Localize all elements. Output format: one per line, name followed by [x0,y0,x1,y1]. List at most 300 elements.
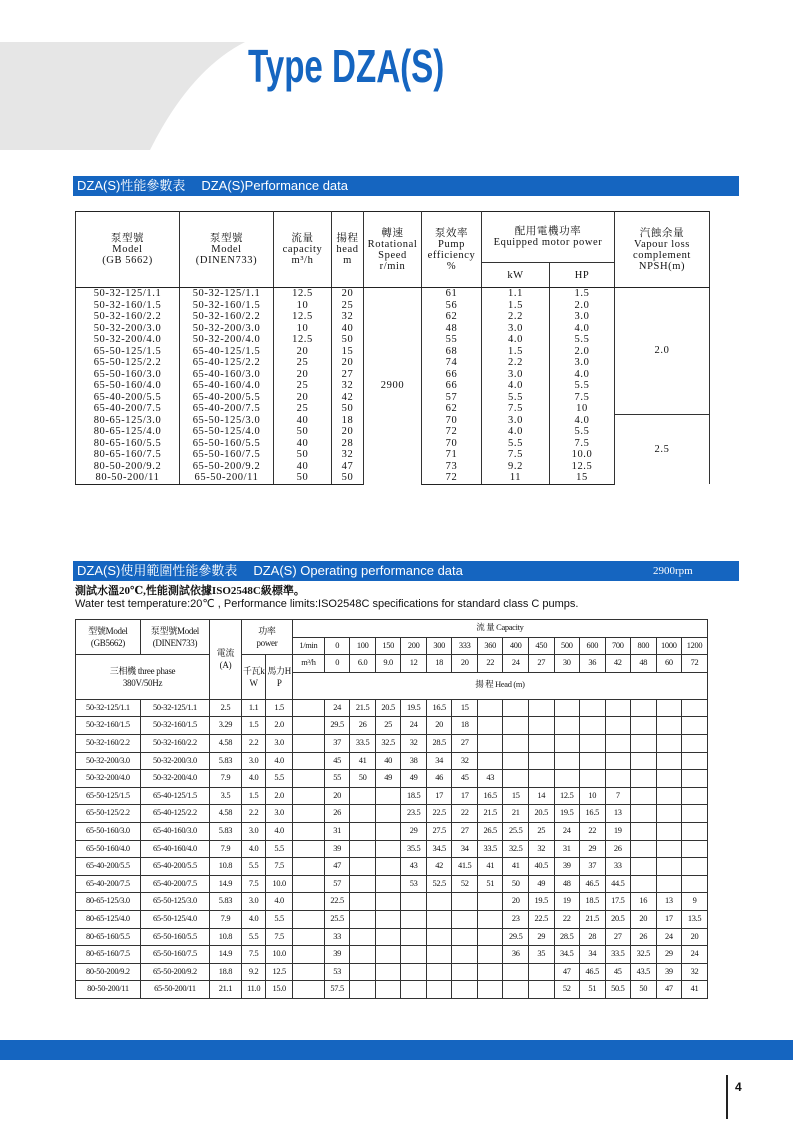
head-value [631,770,657,788]
oper-spacer [292,875,324,893]
oper-cell: 65-50-160/3.0 [76,822,141,840]
perf-cell: 32 [332,311,364,323]
head-value [682,805,708,823]
oper-spacer [292,699,324,717]
head-value: 21 [503,805,529,823]
oper-cell: 21.1 [210,981,242,999]
perf-cell: 50-32-160/2.2 [180,311,274,323]
head-value: 51 [477,875,503,893]
perf-cell: 71 [422,449,482,461]
perf-cell: 65-40-200/5.5 [76,392,180,404]
oper-cell: 65-50-200/9.2 [140,963,209,981]
head-value: 28.5 [554,928,580,946]
oper-cell: 3.0 [241,893,265,911]
lmin-value: 360 [477,637,503,655]
head-value: 35.5 [401,840,427,858]
perf-cell: 65-50-125/4.0 [180,426,274,438]
oper-cell: 65-50-125/2.2 [76,805,141,823]
head-value: 17.5 [605,893,631,911]
oper-spacer [292,822,324,840]
npsh-group1: 2.0 [615,288,710,415]
perf-cell: 56 [422,300,482,312]
oper-cell: 7.5 [241,875,265,893]
perf-cell: 65-40-160/4.0 [180,380,274,392]
section1-title-cn: DZA(S)性能參數表 [77,178,186,193]
perf-cell: 20 [274,369,332,381]
head-value [350,858,376,876]
oper-spacer [292,752,324,770]
perf-cell: 3.0 [482,369,550,381]
oper-cell: 3.0 [241,822,265,840]
perf-cell: 62 [422,311,482,323]
perf-cell: 50-32-125/1.1 [76,288,180,300]
head-value [375,805,401,823]
head-value [605,717,631,735]
perf-cell: 4.0 [482,426,550,438]
head-value [503,963,529,981]
head-value: 26 [324,805,350,823]
perf-cell: 1.1 [482,288,550,300]
oper-cell: 50-32-125/1.1 [76,699,141,717]
head-value: 9 [682,893,708,911]
perf-cell: 50-32-200/3.0 [180,323,274,335]
perf-cell: 72 [422,426,482,438]
perf-cell: 28 [332,438,364,450]
oper-cell: 65-50-160/5.5 [140,928,209,946]
perf-cell: 20 [332,426,364,438]
head-value [554,770,580,788]
head-value: 37 [324,734,350,752]
head-value: 24 [656,928,682,946]
perf-cell: 57 [422,392,482,404]
head-value: 19 [605,822,631,840]
perf-cell: 20 [332,357,364,369]
head-value: 14 [529,787,555,805]
perf-cell: 4.0 [482,334,550,346]
page-number: 4 [735,1080,742,1094]
head-value: 46.5 [580,875,606,893]
head-value: 47 [656,981,682,999]
head-value [426,893,452,911]
head-value [656,858,682,876]
head-value [656,805,682,823]
oper-cell: 80-65-125/4.0 [76,910,141,928]
oper-cell: 5.83 [210,893,242,911]
lmin-value: 300 [426,637,452,655]
head-value [350,787,376,805]
head-value [605,752,631,770]
head-value: 47 [554,963,580,981]
head-value: 43 [401,858,427,876]
head-value [656,840,682,858]
head-value: 29 [529,928,555,946]
head-value [375,946,401,964]
performance-table [75,211,710,485]
head-value [656,752,682,770]
perf-cell: 10 [274,300,332,312]
head-value: 12.5 [554,787,580,805]
head-value [529,734,555,752]
oper-cell: 1.5 [241,787,265,805]
perf-cell: 27 [332,369,364,381]
head-value: 31 [324,822,350,840]
perf-cell: 50-32-160/2.2 [76,311,180,323]
h-power: 配用電機功率 Equipped motor power [482,212,615,263]
head-value [401,910,427,928]
oper-spacer [292,910,324,928]
oper-spacer [292,805,324,823]
head-value: 26 [631,928,657,946]
head-value: 52 [452,875,478,893]
head-value: 22 [452,805,478,823]
head-value: 31 [554,840,580,858]
head-value: 43 [477,770,503,788]
m3h-value: 27 [529,655,555,673]
head-value: 36 [503,946,529,964]
head-value: 24 [554,822,580,840]
perf-cell: 5.5 [482,392,550,404]
head-value [477,699,503,717]
perf-cell: 10 [274,323,332,335]
m3h-value: 18 [426,655,452,673]
oper-cell: 50-32-160/2.2 [140,734,209,752]
head-value: 50 [631,981,657,999]
head-value: 7 [605,787,631,805]
oper-cell: 3.29 [210,717,242,735]
oper-cell: 5.83 [210,822,242,840]
oper-cell: 5.5 [266,910,293,928]
head-value: 44.5 [605,875,631,893]
perf-cell: 68 [422,346,482,358]
perf-cell: 20 [274,346,332,358]
head-value [656,699,682,717]
oper-cell: 10.8 [210,928,242,946]
oper-cell: 65-40-200/7.5 [76,875,141,893]
oper-spacer [292,981,324,999]
oper-cell: 12.5 [266,963,293,981]
lmin-value: 600 [580,637,606,655]
h2-m3h: m³/h [292,655,324,673]
perf-cell: 4.0 [550,415,615,427]
head-value [477,752,503,770]
perf-cell: 25 [274,357,332,369]
perf-cell: 40 [274,415,332,427]
head-value: 28 [580,928,606,946]
oper-cell: 5.5 [266,840,293,858]
section2-title-en: DZA(S) Operating performance data [253,563,463,578]
head-value: 33.5 [477,840,503,858]
head-value: 35 [529,946,555,964]
head-value: 17 [656,910,682,928]
head-value: 49 [375,770,401,788]
oper-spacer [292,963,324,981]
head-value [554,699,580,717]
oper-cell: 65-50-160/7.5 [140,946,209,964]
perf-cell: 5.5 [550,334,615,346]
perf-cell: 1.5 [550,288,615,300]
oper-spacer [292,946,324,964]
head-value: 47 [324,858,350,876]
footer-band [0,1040,793,1060]
oper-cell: 3.0 [241,752,265,770]
head-value: 22 [554,910,580,928]
perf-cell: 47 [332,461,364,473]
head-value: 20 [426,717,452,735]
h-speed: 轉速 Rotational Speed r/min [364,212,422,288]
perf-cell: 12.5 [274,311,332,323]
head-value: 21.5 [580,910,606,928]
lmin-value: 700 [605,637,631,655]
head-value [375,875,401,893]
oper-cell: 50-32-160/1.5 [140,717,209,735]
oper-row [76,963,708,981]
h2-head: 揚 程 Head (m) [292,672,707,699]
oper-row [76,805,708,823]
head-value [350,893,376,911]
head-value [580,734,606,752]
head-value [375,822,401,840]
head-value: 25.5 [324,910,350,928]
h2-flow: 流 量 Capacity [292,620,707,638]
head-value [375,981,401,999]
head-value [529,717,555,735]
perf-cell: 32 [332,380,364,392]
oper-row [76,822,708,840]
oper-row [76,699,708,717]
head-value: 49 [401,770,427,788]
perf-cell: 65-40-200/7.5 [180,403,274,415]
head-value: 39 [656,963,682,981]
head-value [631,858,657,876]
oper-cell: 80-65-125/3.0 [76,893,141,911]
oper-cell: 5.5 [241,858,265,876]
head-value [656,717,682,735]
perf-cell: 65-50-200/11 [180,472,274,484]
perf-cell: 50 [332,472,364,484]
page-title: Type DZA(S) [248,40,445,92]
oper-spacer [292,717,324,735]
head-value [656,787,682,805]
oper-cell: 14.9 [210,946,242,964]
head-value: 19.5 [401,699,427,717]
oper-cell: 50-32-160/2.2 [76,734,141,752]
head-value [401,946,427,964]
perf-cell: 3.0 [550,311,615,323]
head-value: 26.5 [477,822,503,840]
head-value [529,963,555,981]
perf-cell: 40 [274,438,332,450]
head-value: 33 [605,858,631,876]
head-value [452,963,478,981]
perf-cell: 50-32-200/4.0 [76,334,180,346]
oper-row [76,946,708,964]
perf-cell: 9.2 [482,461,550,473]
head-value: 22 [580,822,606,840]
perf-cell: 70 [422,438,482,450]
head-value: 17 [426,787,452,805]
perf-cell: 70 [422,415,482,427]
head-value [477,893,503,911]
head-value: 45 [324,752,350,770]
perf-cell: 7.5 [482,403,550,415]
operating-table [75,619,708,999]
head-value [375,963,401,981]
head-value [503,770,529,788]
head-value: 24 [682,946,708,964]
head-value: 40 [375,752,401,770]
head-value [682,770,708,788]
oper-cell: 65-40-125/2.2 [140,805,209,823]
head-value [580,752,606,770]
oper-cell: 5.5 [266,770,293,788]
oper-cell: 50-32-125/1.1 [140,699,209,717]
oper-cell: 50-32-200/3.0 [76,752,141,770]
perf-cell: 50-32-200/4.0 [180,334,274,346]
head-value: 32.5 [503,840,529,858]
head-value: 39 [324,946,350,964]
head-value: 22.5 [529,910,555,928]
head-value: 50 [350,770,376,788]
head-value [503,981,529,999]
head-value: 13.5 [682,910,708,928]
head-value: 41.5 [452,858,478,876]
head-value: 20 [631,910,657,928]
head-value [631,875,657,893]
head-value [350,875,376,893]
m3h-value: 72 [682,655,708,673]
oper-cell: 4.0 [266,893,293,911]
perf-cell: 3.0 [482,415,550,427]
oper-row [76,787,708,805]
head-value [477,717,503,735]
head-value: 16.5 [477,787,503,805]
head-value [682,717,708,735]
head-value: 18.5 [401,787,427,805]
head-value: 20 [324,787,350,805]
head-value: 23.5 [401,805,427,823]
perf-cell: 65-40-125/1.5 [180,346,274,358]
head-value: 39 [554,858,580,876]
oper-cell: 4.0 [266,822,293,840]
m3h-value: 6.0 [350,655,376,673]
lmin-value: 0 [324,637,350,655]
perf-cell: 80-65-160/7.5 [76,449,180,461]
head-value [477,928,503,946]
head-value [350,910,376,928]
perf-cell: 20 [332,288,364,300]
perf-cell: 1.5 [482,300,550,312]
h-npsh: 汽蝕余量 Vapour loss complement NPSH(m) [615,212,710,288]
oper-row [76,875,708,893]
oper-cell: 2.2 [241,805,265,823]
oper-cell: 80-65-160/5.5 [76,928,141,946]
head-value: 37 [580,858,606,876]
head-value [426,928,452,946]
oper-spacer [292,893,324,911]
perf-cell: 50-32-125/1.1 [180,288,274,300]
perf-cell: 50 [274,449,332,461]
head-value: 25 [529,822,555,840]
perf-cell: 72 [422,472,482,484]
head-value: 20.5 [529,805,555,823]
head-value: 19.5 [529,893,555,911]
head-value: 45 [605,963,631,981]
h2-phase: 三相機 three phase 380V/50Hz [76,655,210,700]
perf-cell: 65-50-160/4.0 [76,380,180,392]
perf-cell: 61 [422,288,482,300]
head-value: 49 [529,875,555,893]
oper-row [76,717,708,735]
head-value [580,699,606,717]
perf-cell: 10.0 [550,449,615,461]
oper-cell: 65-40-160/4.0 [140,840,209,858]
head-value [452,910,478,928]
h-head: 揚程 head m [332,212,364,288]
head-value: 18.5 [580,893,606,911]
perf-cell: 65-50-200/9.2 [180,461,274,473]
head-value [631,717,657,735]
perf-cell: 66 [422,369,482,381]
head-value: 23 [503,910,529,928]
head-value [682,858,708,876]
perf-cell: 65-40-200/7.5 [76,403,180,415]
head-value [529,752,555,770]
head-value [426,981,452,999]
head-value: 43.5 [631,963,657,981]
head-value: 33 [324,928,350,946]
head-value [682,822,708,840]
head-value: 27 [452,822,478,840]
oper-row [76,910,708,928]
head-value: 34 [426,752,452,770]
perf-cell: 15 [332,346,364,358]
head-value [401,963,427,981]
head-value [682,752,708,770]
head-value: 26 [350,717,376,735]
head-value: 52.5 [426,875,452,893]
perf-cell: 65-50-125/2.2 [76,357,180,369]
perf-cell: 50-32-200/3.0 [76,323,180,335]
m3h-value: 60 [656,655,682,673]
lmin-value: 500 [554,637,580,655]
head-value [375,928,401,946]
perf-cell: 80-65-125/4.0 [76,426,180,438]
perf-cell: 42 [332,392,364,404]
oper-cell: 10.0 [266,875,293,893]
lmin-value: 800 [631,637,657,655]
head-value: 13 [656,893,682,911]
head-value [605,770,631,788]
head-value [350,928,376,946]
head-value: 32.5 [375,734,401,752]
head-value [631,699,657,717]
perf-cell: 65-40-125/2.2 [180,357,274,369]
head-value [656,875,682,893]
head-value: 27 [605,928,631,946]
lmin-value: 200 [401,637,427,655]
oper-cell: 50-32-200/3.0 [140,752,209,770]
oper-cell: 1.5 [266,699,293,717]
oper-cell: 9.2 [241,963,265,981]
perf-cell: 65-40-160/3.0 [180,369,274,381]
head-value [452,946,478,964]
head-value: 24 [401,717,427,735]
oper-cell: 10.0 [266,946,293,964]
head-value [605,699,631,717]
lmin-value: 450 [529,637,555,655]
head-value [503,717,529,735]
perf-cell: 80-65-125/3.0 [76,415,180,427]
